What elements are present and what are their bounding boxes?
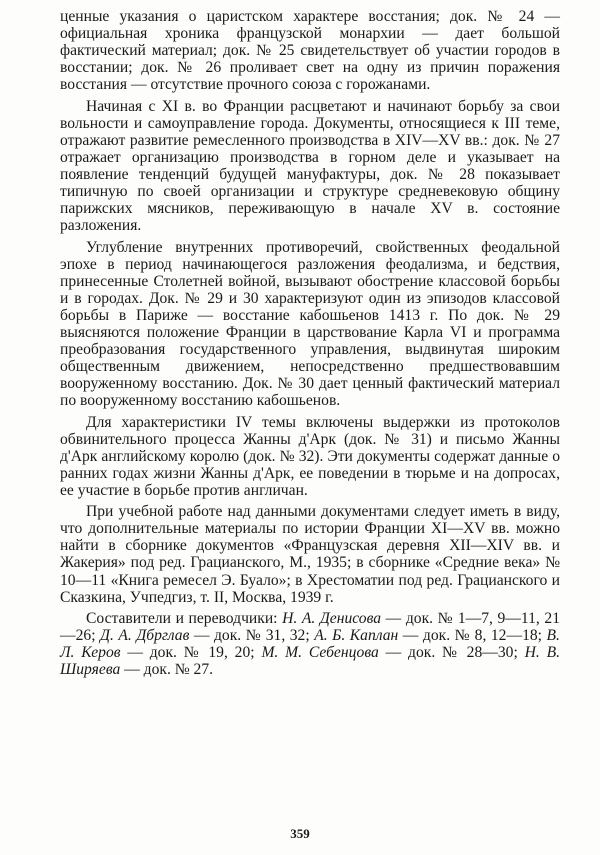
compiler-docs: — док. № 28—30;	[378, 644, 525, 662]
compiler-docs: — док. № 8, 12—18;	[398, 627, 547, 645]
compiler-docs: — док. № 27.	[120, 661, 214, 679]
paragraph-additional-materials: При учебной работе над данными документами следует иметь в виду, что дополнительные материалы по истории Франции XI—XV вв. можно найти в сборнике документов «Французская деревня XII—XIV вв. и Жакерия» под ред. Грацианского, М., 1935; в сборнике «Средние века» № 10—11 «Книга ремесел Э. Буало»; в Хрестоматии под ред. Грацианского и Сказкина, Учпедгиз, т. II, Москва, 1939 г.	[60, 503, 560, 606]
page-number: 359	[290, 826, 310, 841]
compiler-name: Н. А. Денисова	[282, 610, 382, 628]
paragraph-joan-of-arc: Для характеристики IV темы включены выдержки из протоколов обвинительного процесса Жанны д'Арк (док. № 31) и письмо Жанны д'Арк английскому королю (док. № 32). Эти документы содержат данные о ранних годах жизни Жанны д'Арк, ее поведении в тюрьме и на допросах, ее участие в борьбе против англичан.	[60, 413, 560, 499]
compiler-name: Н. В. Ширяева	[60, 644, 560, 679]
compiler-docs: — док. № 19, 20;	[120, 644, 262, 662]
paragraph-continuation: ценные указания о царистском характере восстания; док. № 24 — официальная хроника французской монархии — дает большой фактический материал; док. № 25 свидетельствует об участии городов в восстании; док. № 26 проливает свет на одну из причин поражения восстания — отсутствие прочного союза с горожанами.	[60, 8, 560, 94]
compiler-docs: — док. № 1—7, 9—11, 21—26;	[60, 610, 560, 645]
paragraph-compilers	[60, 610, 560, 678]
paragraph-theme-three: Начиная с XI в. во Франции расцветают и начинают борьбу за свои вольности и самоуправление города. Документы, относящиеся к III теме, отражают развитие ремесленного производства в XIV—XV вв.: док. № 27 отражает организацию производства в горном деле и указывает на появление тенденций будущей мануфактуры, док. № 28 показывает типичную по своей организации и структуре средневековую общину парижских мясников, переживающую в начале XV в. состояние разложения.	[60, 97, 560, 235]
body-text	[60, 8, 560, 678]
compiler-docs: — док. № 31, 32;	[189, 627, 315, 645]
compiler-name: М. М. Себенцова	[261, 644, 379, 662]
compiler-name: Д. А. Дбрглав	[100, 627, 190, 645]
compiler-name: В. Л. Керов	[60, 627, 560, 662]
paragraph-caboche-revolt: Углубление внутренних противоречий, свойственных феодальной эпохе в период начинающегося разложения феодализма, и бедствия, принесенные Столетней войной, вызывают обострение классовой борьбы и в городах. Док. № 29 и 30 характеризуют один из эпизодов классовой борьбы в Париже — восстание кабошьенов 1413 г. По док. № 29 выясняются положение Франции в царствование Карла VI и программа преобразования государственного управления, выдвинутая широким общественным движением, непосредственно предшествовавшим вооруженному восстанию. Док. № 30 дает ценный фактический материал по вооруженному восстанию кабошьенов.	[60, 238, 560, 410]
compilers-intro: Составители и переводчики:	[86, 610, 283, 628]
compiler-name: А. Б. Каплан	[314, 627, 399, 645]
